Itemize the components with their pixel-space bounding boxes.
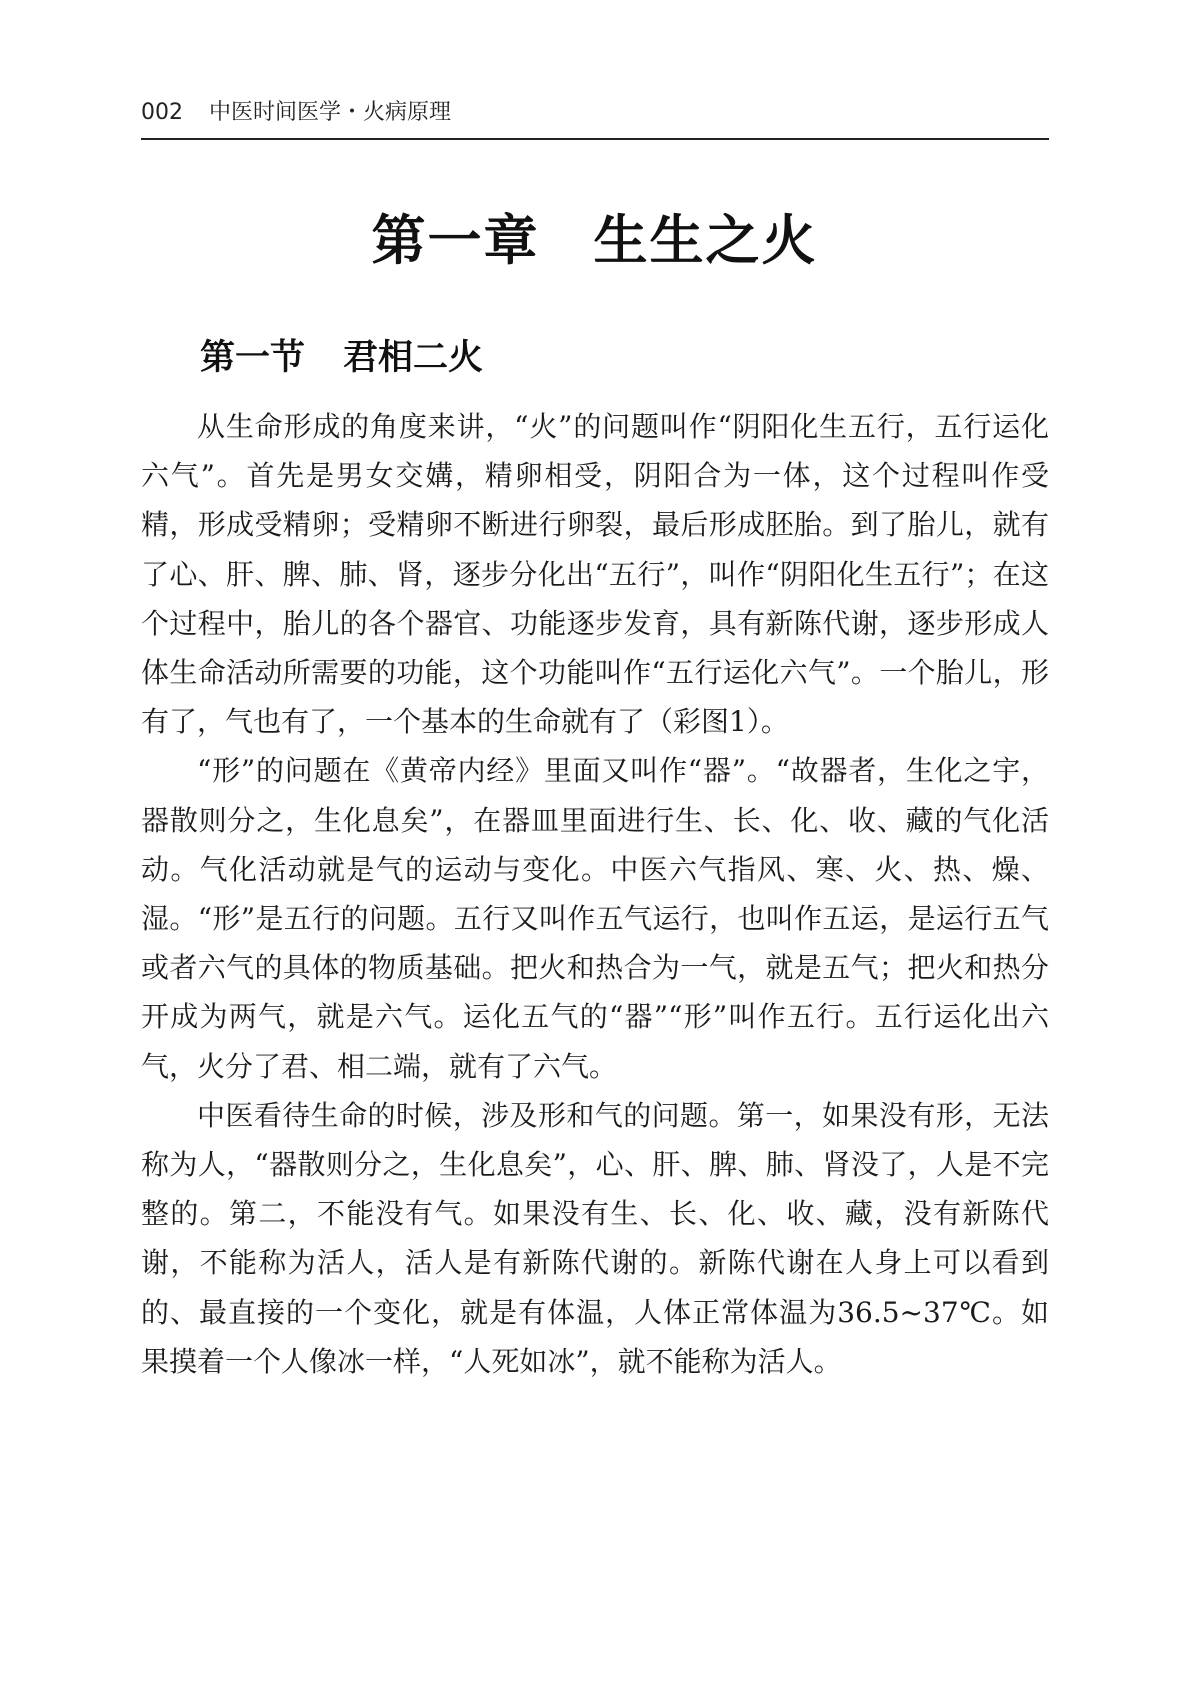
section-heading bbox=[200, 333, 483, 383]
running-title: 中医时间医学・火病原理 bbox=[209, 100, 452, 125]
page-number: 002 bbox=[141, 100, 183, 125]
chapter-number: 第一章 bbox=[371, 208, 540, 272]
chapter-heading bbox=[0, 205, 1189, 275]
running-header bbox=[141, 98, 1049, 140]
paragraph: 从生命形成的角度来讲，“火”的问题叫作“阴阳化生五行，五行运化六气”。首先是男女交媾，精卵相受，阴阳合为一体，这个过程叫作受精，形成受精卵；受精卵不断进行卵裂，最后形成胚胎。到了胎儿，就有了心、肝、脾、肺、肾，逐步分化出“五行”，叫作“阴阳化生五行”；在这个过程中，胎儿的各个器官、功能逐步发育，具有新陈代谢，逐步形成人体生命活动所需要的功能，这个功能叫作“五行运化六气”。一个胎儿，形有了，气也有了，一个基本的生命就有了（彩图1）。 bbox=[141, 410, 1049, 739]
section-title: 君相二火 bbox=[343, 337, 484, 378]
paragraph: 中医看待生命的时候，涉及形和气的问题。第一，如果没有形，无法称为人，“器散则分之，生化息矣”，心、肝、脾、肺、肾没了，人是不完整的。第二，不能没有气。如果没有生、长、化、收、藏，没有新陈代谢，不能称为活人，活人是有新陈代谢的。新陈代谢在人身上可以看到的、最直接的一个变化，就是有体温，人体正常体温为36.5~37℃。如果摸着一个人像冰一样，“人死如冰”，就不能称为活人。 bbox=[141, 1098, 1049, 1378]
body-text bbox=[141, 402, 1049, 1386]
section-number: 第一节 bbox=[200, 337, 306, 378]
chapter-title: 生生之火 bbox=[593, 208, 818, 272]
paragraph: “形”的问题在《黄帝内经》里面又叫作“器”。“故器者，生化之宇，器散则分之，生化息矣”，在器皿里面进行生、长、化、收、藏的气化活动。气化活动就是气的运动与变化。中医六气指风、寒、火、热、燥、湿。“形”是五行的问题。五行又叫作五气运行，也叫作五运，是运行五气或者六气的具体的物质基础。把火和热合为一气，就是五气；把火和热分开成为两气，就是六气。运化五气的“器”“形”叫作五行。五行运化出六气，火分了君、相二端，就有了六气。 bbox=[141, 754, 1049, 1083]
